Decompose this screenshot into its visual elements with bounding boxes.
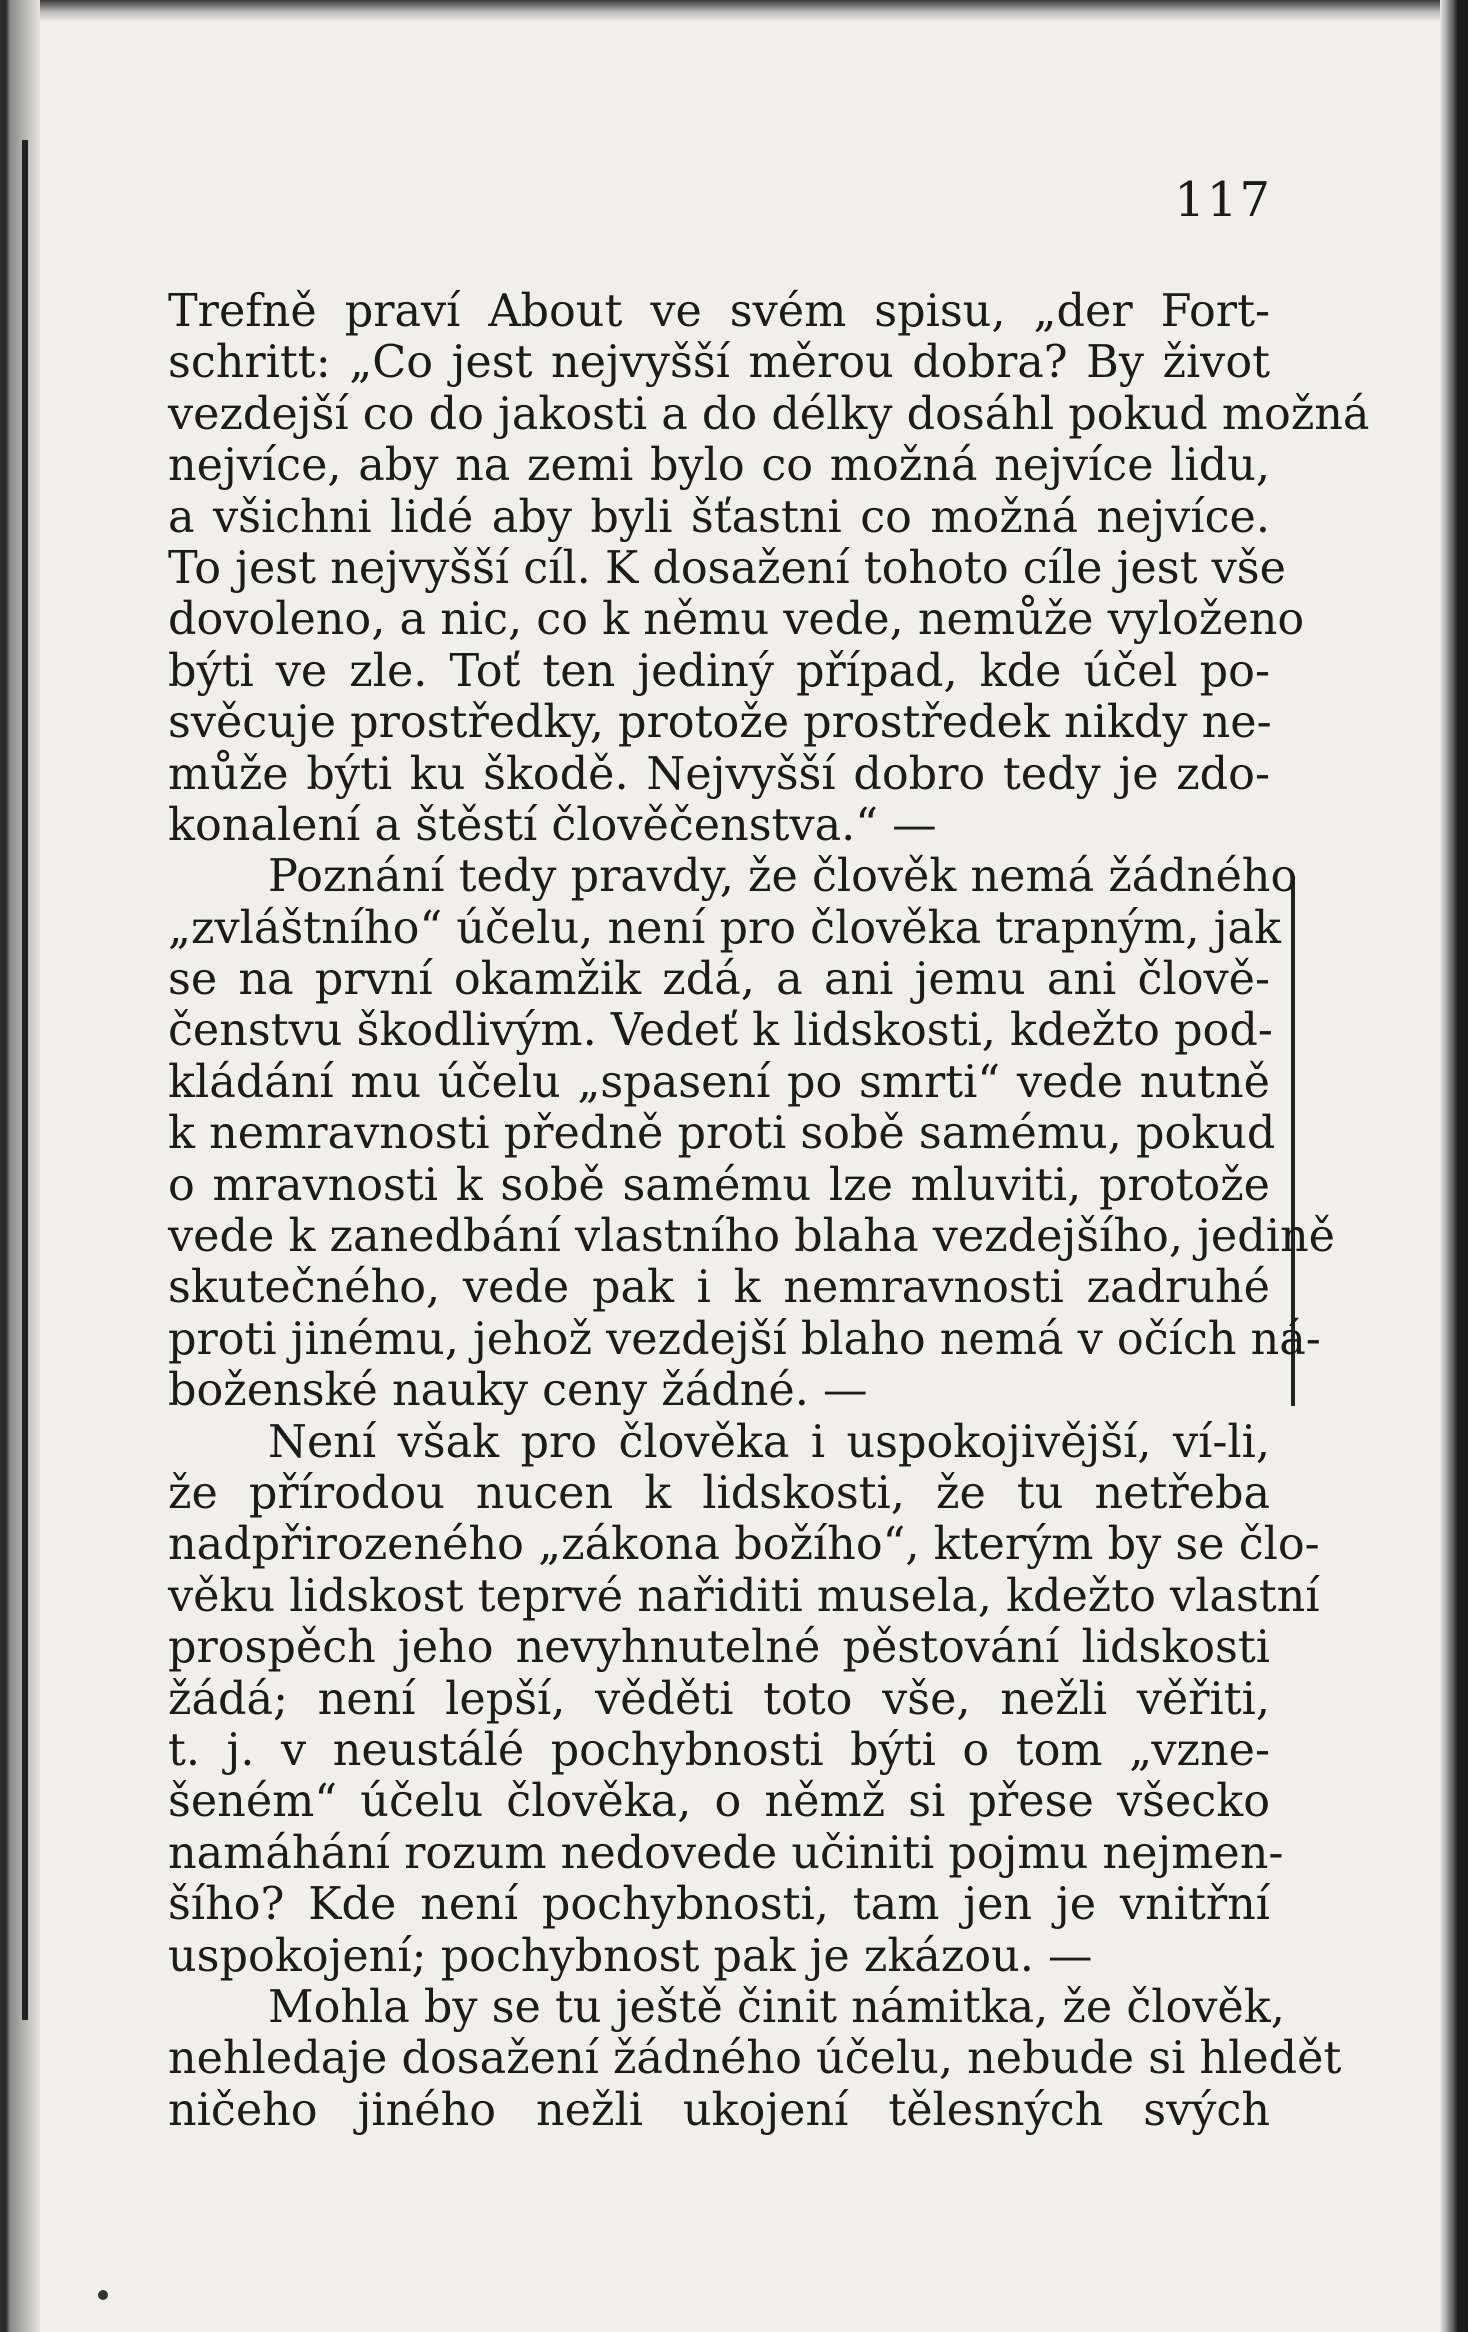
text-line: býti ve zle. Toť ten jediný případ, kde účel po- (168, 645, 1270, 697)
ink-speck (98, 2290, 108, 2300)
text-line: „zvláštního“ účelu, není pro člověka trapným, jak (168, 902, 1281, 954)
text-line: nehledaje dosažení žádného účelu, nebude si hledět (168, 2033, 1342, 2085)
text-line: Není však pro člověka i uspokojivější, ví-li, (268, 1416, 1270, 1468)
text-line: šího? Kde není pochybnosti, tam jen je vnitřní (168, 1879, 1270, 1931)
text-line: svěcuje prostředky, protože prostředek nikdy ne- (168, 697, 1272, 749)
text-line: konalení a štěstí člověčenstva.“ — (168, 799, 937, 851)
text-line: Trefně praví About ve svém spisu, „der Fort- (168, 286, 1270, 337)
text-line: nadpřirozeného „zákona božího“, kterým by se člo- (168, 1519, 1320, 1571)
text-line: a všichni lidé aby byli šťastni co možná nejvíce. (168, 491, 1270, 543)
text-line: vede k zanedbání vlastního blaha vezdejšího, jedině (168, 1211, 1335, 1263)
text-line: vezdejší co do jakosti a do délky dosáhl pokud možná (168, 388, 1370, 440)
text-line: dovoleno, a nic, co k němu vede, nemůže vyloženo (168, 594, 1305, 646)
text-line: namáhání rozum nedovede učiniti pojmu nejmen- (168, 1827, 1284, 1879)
text-line: Mohla by se tu ještě činit námitka, že člověk, (268, 1981, 1285, 2033)
text-line: může býti ku škodě. Nejvyšší dobro tedy je zdo- (168, 748, 1270, 800)
text-line: se na první okamžik zdá, a ani jemu ani člově- (168, 954, 1270, 1006)
text-line: schritt: „Co jest nejvyšší měrou dobra? By život (168, 337, 1270, 389)
scan-edge-right (1440, 0, 1468, 2332)
body-text (168, 286, 1370, 2136)
text-line: že přírodou nucen k lidskosti, že tu netřeba (168, 1467, 1270, 1519)
text-line: Poznání tedy pravdy, že člověk nemá žádného (268, 851, 1298, 903)
text-line: prospěch jeho nevyhnutelné pěstování lidskosti (168, 1622, 1270, 1674)
text-line: skutečného, vede pak i k nemravnosti zadruhé (168, 1262, 1270, 1314)
page-number: 117 (1174, 172, 1272, 228)
text-line: To jest nejvyšší cíl. K dosažení tohoto cíle jest vše (168, 542, 1286, 594)
text-line: věku lidskost teprvé nařiditi musela, kdežto vlastní (168, 1570, 1320, 1622)
text-line: o mravnosti k sobě samému lze mluviti, protože (168, 1159, 1270, 1211)
text-line: proti jinému, jehož vezdejší blaho nemá v očích ná- (168, 1313, 1321, 1365)
text-line: uspokojení; pochybnost pak je zkázou. — (168, 1930, 1093, 1982)
text-line: čenstvu škodlivým. Vedeť k lidskosti, kdežto pod- (168, 1005, 1273, 1057)
text-line: kládání mu účelu „spasení po smrti“ vede nutně (168, 1056, 1270, 1108)
text-line: šeném“ účelu člověka, o němž si přese všecko (168, 1776, 1270, 1828)
text-line: t. j. v neustálé pochybnosti býti o tom „vzne- (168, 1724, 1270, 1776)
scan-edge-top (0, 0, 1468, 22)
scan-edge-left (0, 0, 40, 2332)
text-line: boženské nauky ceny žádné. — (168, 1365, 868, 1417)
text-line: nejvíce, aby na zemi bylo co možná nejvíce lidu, (168, 440, 1270, 492)
text-line: k nemravnosti předně proti sobě samému, pokud (168, 1108, 1276, 1160)
margin-rule (22, 140, 28, 2020)
text-line: žádá; není lepší, věděti toto vše, nežli věřiti, (168, 1673, 1270, 1725)
text-line: ničeho jiného nežli ukojení tělesných svých (168, 2084, 1270, 2136)
